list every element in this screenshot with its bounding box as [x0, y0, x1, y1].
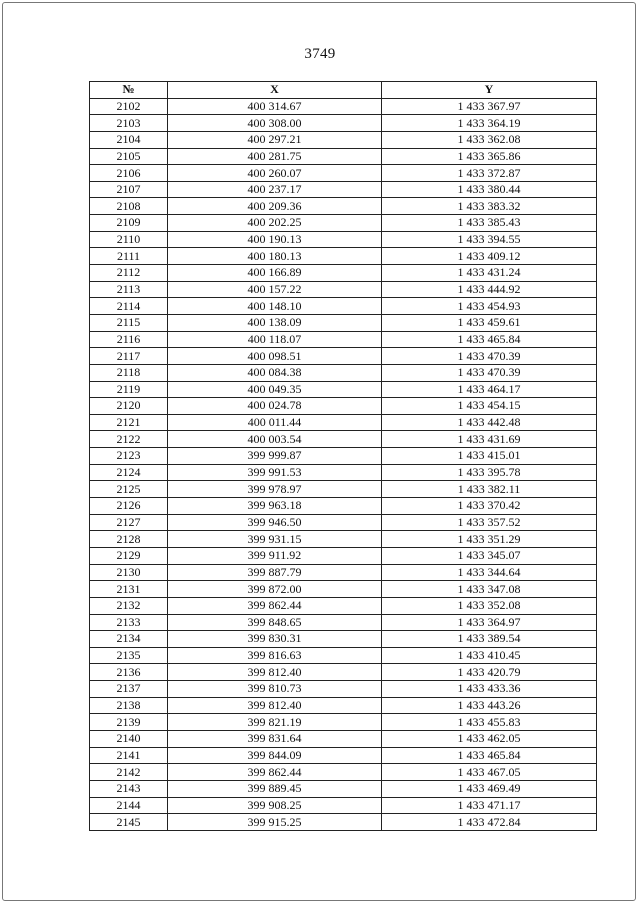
- x-coordinate-cell: 400 166.89: [168, 265, 382, 282]
- table-row: [90, 747, 597, 764]
- x-coordinate-cell: 399 999.87: [168, 448, 382, 465]
- point-number-cell: 2137: [90, 681, 168, 698]
- table-row: [90, 314, 597, 331]
- x-coordinate-cell: 400 209.36: [168, 198, 382, 215]
- point-number-cell: 2140: [90, 730, 168, 747]
- x-coordinate-cell: 400 098.51: [168, 348, 382, 365]
- table-row: [90, 564, 597, 581]
- x-coordinate-cell: 400 281.75: [168, 148, 382, 165]
- point-number-cell: 2129: [90, 547, 168, 564]
- point-number-cell: 2117: [90, 348, 168, 365]
- x-coordinate-cell: 399 812.40: [168, 664, 382, 681]
- table-row: [90, 780, 597, 797]
- table-row: [90, 448, 597, 465]
- x-coordinate-cell: 400 049.35: [168, 381, 382, 398]
- point-number-cell: 2132: [90, 597, 168, 614]
- x-coordinate-cell: 399 931.15: [168, 531, 382, 548]
- y-coordinate-cell: 1 433 470.39: [382, 364, 597, 381]
- y-coordinate-cell: 1 433 344.64: [382, 564, 597, 581]
- y-coordinate-cell: 1 433 464.17: [382, 381, 597, 398]
- y-coordinate-cell: 1 433 352.08: [382, 597, 597, 614]
- point-number-cell: 2119: [90, 381, 168, 398]
- table-row: [90, 464, 597, 481]
- x-coordinate-cell: 400 237.17: [168, 181, 382, 198]
- y-coordinate-cell: 1 433 462.05: [382, 730, 597, 747]
- y-coordinate-cell: 1 433 465.84: [382, 331, 597, 348]
- point-number-cell: 2110: [90, 231, 168, 248]
- point-number-cell: 2113: [90, 281, 168, 298]
- y-coordinate-cell: 1 433 364.19: [382, 115, 597, 132]
- y-coordinate-cell: 1 433 409.12: [382, 248, 597, 265]
- table-row: [90, 331, 597, 348]
- x-coordinate-cell: 399 848.65: [168, 614, 382, 631]
- y-coordinate-cell: 1 433 465.84: [382, 747, 597, 764]
- point-number-cell: 2141: [90, 747, 168, 764]
- table-row: [90, 814, 597, 831]
- table-row: [90, 348, 597, 365]
- point-number-cell: 2106: [90, 165, 168, 182]
- table-row: [90, 647, 597, 664]
- point-number-cell: 2130: [90, 564, 168, 581]
- point-number-cell: 2114: [90, 298, 168, 315]
- x-coordinate-cell: 399 862.44: [168, 597, 382, 614]
- point-number-cell: 2102: [90, 98, 168, 115]
- x-coordinate-cell: 399 862.44: [168, 764, 382, 781]
- table-row: [90, 714, 597, 731]
- x-coordinate-cell: 399 946.50: [168, 514, 382, 531]
- table-row: [90, 547, 597, 564]
- point-number-cell: 2131: [90, 581, 168, 598]
- x-coordinate-cell: 400 308.00: [168, 115, 382, 132]
- point-number-cell: 2123: [90, 448, 168, 465]
- table-row: [90, 115, 597, 132]
- y-coordinate-cell: 1 433 433.36: [382, 681, 597, 698]
- table-row: [90, 614, 597, 631]
- y-coordinate-cell: 1 433 410.45: [382, 647, 597, 664]
- point-number-cell: 2116: [90, 331, 168, 348]
- point-number-cell: 2143: [90, 780, 168, 797]
- table-row: [90, 730, 597, 747]
- table-row: [90, 681, 597, 698]
- y-coordinate-cell: 1 433 357.52: [382, 514, 597, 531]
- x-coordinate-cell: 400 157.22: [168, 281, 382, 298]
- point-number-cell: 2120: [90, 398, 168, 415]
- point-number-cell: 2126: [90, 498, 168, 515]
- y-coordinate-cell: 1 433 380.44: [382, 181, 597, 198]
- x-coordinate-cell: 400 084.38: [168, 364, 382, 381]
- y-coordinate-cell: 1 433 455.83: [382, 714, 597, 731]
- y-coordinate-cell: 1 433 372.87: [382, 165, 597, 182]
- y-coordinate-cell: 1 433 431.69: [382, 431, 597, 448]
- table-row: [90, 398, 597, 415]
- y-coordinate-cell: 1 433 431.24: [382, 265, 597, 282]
- table-row: [90, 281, 597, 298]
- y-coordinate-cell: 1 433 383.32: [382, 198, 597, 215]
- y-coordinate-cell: 1 433 347.08: [382, 581, 597, 598]
- x-coordinate-cell: 399 908.25: [168, 797, 382, 814]
- point-number-cell: 2136: [90, 664, 168, 681]
- y-coordinate-cell: 1 433 459.61: [382, 314, 597, 331]
- table-row: [90, 531, 597, 548]
- x-coordinate-cell: 400 202.25: [168, 215, 382, 232]
- y-coordinate-cell: 1 433 364.97: [382, 614, 597, 631]
- column-header-y: Y: [382, 82, 597, 99]
- point-number-cell: 2107: [90, 181, 168, 198]
- y-coordinate-cell: 1 433 444.92: [382, 281, 597, 298]
- y-coordinate-cell: 1 433 351.29: [382, 531, 597, 548]
- table-row: [90, 514, 597, 531]
- y-coordinate-cell: 1 433 415.01: [382, 448, 597, 465]
- point-number-cell: 2142: [90, 764, 168, 781]
- point-number-cell: 2133: [90, 614, 168, 631]
- point-number-cell: 2115: [90, 314, 168, 331]
- point-number-cell: 2124: [90, 464, 168, 481]
- table-row: [90, 231, 597, 248]
- x-coordinate-cell: 399 963.18: [168, 498, 382, 515]
- table-row: [90, 481, 597, 498]
- point-number-cell: 2125: [90, 481, 168, 498]
- point-number-cell: 2109: [90, 215, 168, 232]
- point-number-cell: 2118: [90, 364, 168, 381]
- y-coordinate-cell: 1 433 394.55: [382, 231, 597, 248]
- table-row: [90, 764, 597, 781]
- table-row: [90, 215, 597, 232]
- table-row: [90, 181, 597, 198]
- y-coordinate-cell: 1 433 370.42: [382, 498, 597, 515]
- x-coordinate-cell: 400 148.10: [168, 298, 382, 315]
- x-coordinate-cell: 400 118.07: [168, 331, 382, 348]
- x-coordinate-cell: 400 260.07: [168, 165, 382, 182]
- point-number-cell: 2139: [90, 714, 168, 731]
- page-number: 3749: [304, 46, 336, 62]
- coordinates-table: [89, 81, 597, 831]
- point-number-cell: 2138: [90, 697, 168, 714]
- y-coordinate-cell: 1 433 395.78: [382, 464, 597, 481]
- y-coordinate-cell: 1 433 420.79: [382, 664, 597, 681]
- x-coordinate-cell: 399 831.64: [168, 730, 382, 747]
- table-row: [90, 165, 597, 182]
- x-coordinate-cell: 400 190.13: [168, 231, 382, 248]
- point-number-cell: 2108: [90, 198, 168, 215]
- y-coordinate-cell: 1 433 443.26: [382, 697, 597, 714]
- x-coordinate-cell: 399 911.92: [168, 547, 382, 564]
- table-row: [90, 131, 597, 148]
- x-coordinate-cell: 400 011.44: [168, 414, 382, 431]
- point-number-cell: 2112: [90, 265, 168, 282]
- y-coordinate-cell: 1 433 365.86: [382, 148, 597, 165]
- x-coordinate-cell: 399 812.40: [168, 697, 382, 714]
- x-coordinate-cell: 399 887.79: [168, 564, 382, 581]
- x-coordinate-cell: 399 915.25: [168, 814, 382, 831]
- y-coordinate-cell: 1 433 442.48: [382, 414, 597, 431]
- x-coordinate-cell: 400 003.54: [168, 431, 382, 448]
- x-coordinate-cell: 400 314.67: [168, 98, 382, 115]
- table-row: [90, 414, 597, 431]
- y-coordinate-cell: 1 433 389.54: [382, 631, 597, 648]
- y-coordinate-cell: 1 433 454.15: [382, 398, 597, 415]
- x-coordinate-cell: 399 844.09: [168, 747, 382, 764]
- table-row: [90, 381, 597, 398]
- point-number-cell: 2105: [90, 148, 168, 165]
- table-row: [90, 697, 597, 714]
- x-coordinate-cell: 399 821.19: [168, 714, 382, 731]
- x-coordinate-cell: 400 297.21: [168, 131, 382, 148]
- y-coordinate-cell: 1 433 367.97: [382, 98, 597, 115]
- column-header-number: №: [90, 82, 168, 99]
- table-row: [90, 797, 597, 814]
- table-row: [90, 364, 597, 381]
- x-coordinate-cell: 400 180.13: [168, 248, 382, 265]
- x-coordinate-cell: 400 138.09: [168, 314, 382, 331]
- x-coordinate-cell: 400 024.78: [168, 398, 382, 415]
- y-coordinate-cell: 1 433 470.39: [382, 348, 597, 365]
- x-coordinate-cell: 399 889.45: [168, 780, 382, 797]
- point-number-cell: 2135: [90, 647, 168, 664]
- y-coordinate-cell: 1 433 382.11: [382, 481, 597, 498]
- table-row: [90, 431, 597, 448]
- x-coordinate-cell: 399 872.00: [168, 581, 382, 598]
- table-row: [90, 298, 597, 315]
- point-number-cell: 2121: [90, 414, 168, 431]
- y-coordinate-cell: 1 433 362.08: [382, 131, 597, 148]
- table-row: [90, 631, 597, 648]
- point-number-cell: 2134: [90, 631, 168, 648]
- table-body: [90, 98, 597, 830]
- table-header-row: [90, 82, 597, 99]
- column-header-x: X: [168, 82, 382, 99]
- point-number-cell: 2104: [90, 131, 168, 148]
- y-coordinate-cell: 1 433 345.07: [382, 547, 597, 564]
- point-number-cell: 2127: [90, 514, 168, 531]
- y-coordinate-cell: 1 433 467.05: [382, 764, 597, 781]
- x-coordinate-cell: 399 991.53: [168, 464, 382, 481]
- x-coordinate-cell: 399 816.63: [168, 647, 382, 664]
- y-coordinate-cell: 1 433 454.93: [382, 298, 597, 315]
- table-row: [90, 198, 597, 215]
- table-row: [90, 581, 597, 598]
- x-coordinate-cell: 399 810.73: [168, 681, 382, 698]
- y-coordinate-cell: 1 433 469.49: [382, 780, 597, 797]
- table-row: [90, 248, 597, 265]
- point-number-cell: 2122: [90, 431, 168, 448]
- table-row: [90, 98, 597, 115]
- point-number-cell: 2145: [90, 814, 168, 831]
- x-coordinate-cell: 399 830.31: [168, 631, 382, 648]
- point-number-cell: 2103: [90, 115, 168, 132]
- y-coordinate-cell: 1 433 471.17: [382, 797, 597, 814]
- table-row: [90, 148, 597, 165]
- table-row: [90, 265, 597, 282]
- point-number-cell: 2128: [90, 531, 168, 548]
- y-coordinate-cell: 1 433 472.84: [382, 814, 597, 831]
- table-row: [90, 597, 597, 614]
- table-row: [90, 664, 597, 681]
- point-number-cell: 2144: [90, 797, 168, 814]
- y-coordinate-cell: 1 433 385.43: [382, 215, 597, 232]
- x-coordinate-cell: 399 978.97: [168, 481, 382, 498]
- point-number-cell: 2111: [90, 248, 168, 265]
- table-row: [90, 498, 597, 515]
